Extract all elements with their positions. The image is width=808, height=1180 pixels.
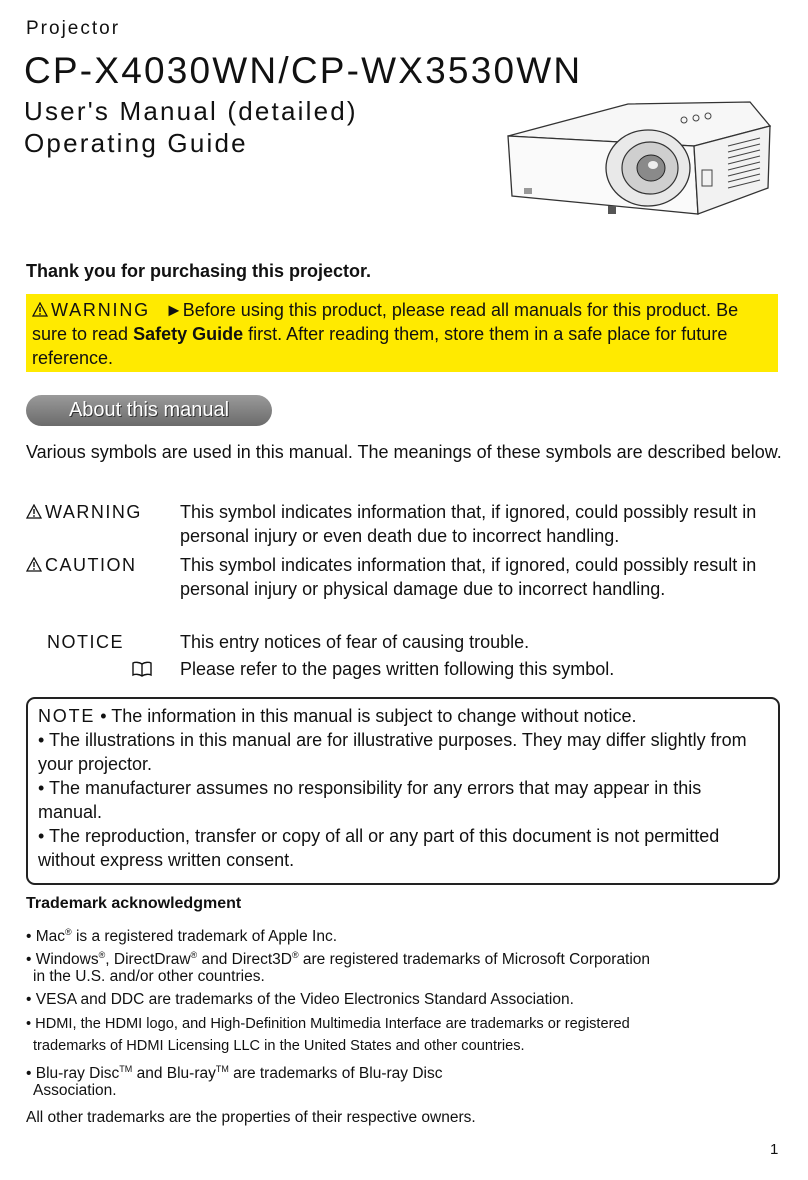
page-number: 1 <box>770 1141 779 1158</box>
note-label: NOTE <box>38 706 96 726</box>
trademark-bluray-2: Association. <box>33 1082 117 1099</box>
thanks-heading: Thank you for purchasing this projector. <box>26 261 372 281</box>
warning-box <box>26 294 778 372</box>
trademark-hdmi: • HDMI, the HDMI logo, and High-Definition Multimedia Interface are trademarks or registered <box>26 1016 630 1032</box>
warning-icon <box>32 302 48 317</box>
section-title: About this manual <box>26 395 272 426</box>
warning-text: ►Before using this product, please read all manuals for this product. Be sure to read <box>32 300 739 344</box>
note-item: • The manufacturer assumes no responsibility for any errors that may appear in this manual. <box>38 778 702 822</box>
note-item: NOTE • The information in this manual is subject to change without notice. <box>38 706 637 726</box>
trademark-owners: All other trademarks are the properties of their respective owners. <box>26 1109 476 1126</box>
document-category: Projector <box>26 18 121 39</box>
note-box <box>26 697 780 885</box>
trademark-windows: • Windows®, DirectDraw® and Direct3D® are registered trademarks of Microsoft Corporation <box>26 950 651 968</box>
caution-icon <box>26 557 42 572</box>
note-item: • The illustrations in this manual are for illustrative purposes. They may differ slightly from your projector. <box>38 730 747 774</box>
trademark-hdmi-2: trademarks of HDMI Licensing LLC in the United States and other countries. <box>33 1038 525 1054</box>
intro-paragraph: Various symbols are used in this manual. The meanings of these symbols are described below. <box>26 442 782 462</box>
symbol-key: NOTICE <box>47 632 125 652</box>
trademark-bluray: • Blu-ray Disc™ and Blu-ray™ are trademarks of Blu-ray Disc <box>26 1064 443 1082</box>
symbol-desc: This entry notices of fear of causing trouble. <box>180 632 530 652</box>
symbol-key: CAUTION <box>45 555 137 575</box>
symbol-key: WARNING <box>45 502 142 522</box>
warning-label: WARNING <box>51 300 150 320</box>
trademark-windows-2: in the U.S. and/or other countries. <box>33 968 265 985</box>
safety-guide-ref: Safety Guide <box>133 324 244 344</box>
manual-subtitle-2: Operating Guide <box>24 128 248 158</box>
trademark-mac: • Mac® is a registered trademark of Apple Inc. <box>26 927 338 945</box>
trademark-vesa: • VESA and DDC are trademarks of the Video Electronics Standard Association. <box>26 991 574 1008</box>
book-icon <box>132 661 152 677</box>
symbol-desc: This symbol indicates information that, if ignored, could possibly result in personal injury or physical damage due to incorrect handling. <box>180 555 757 599</box>
warning-icon <box>26 504 42 519</box>
projector-illustration <box>488 96 788 231</box>
trademark-heading: Trademark acknowledgment <box>26 895 242 912</box>
note-item: • The reproduction, transfer or copy of all or any part of this document is not permitted without express written consent. <box>38 826 720 870</box>
model-title: CP-X4030WN/CP-WX3530WN <box>24 50 583 91</box>
symbol-desc: Please refer to the pages written following this symbol. <box>180 659 615 679</box>
warning-text-2: first. After reading them, store them in a safe place for future reference. <box>32 324 728 368</box>
manual-subtitle: User's Manual (detailed) <box>24 96 358 126</box>
symbol-desc: This symbol indicates information that, if ignored, could possibly result in personal injury or even death due to incorrect handling. <box>180 502 757 546</box>
